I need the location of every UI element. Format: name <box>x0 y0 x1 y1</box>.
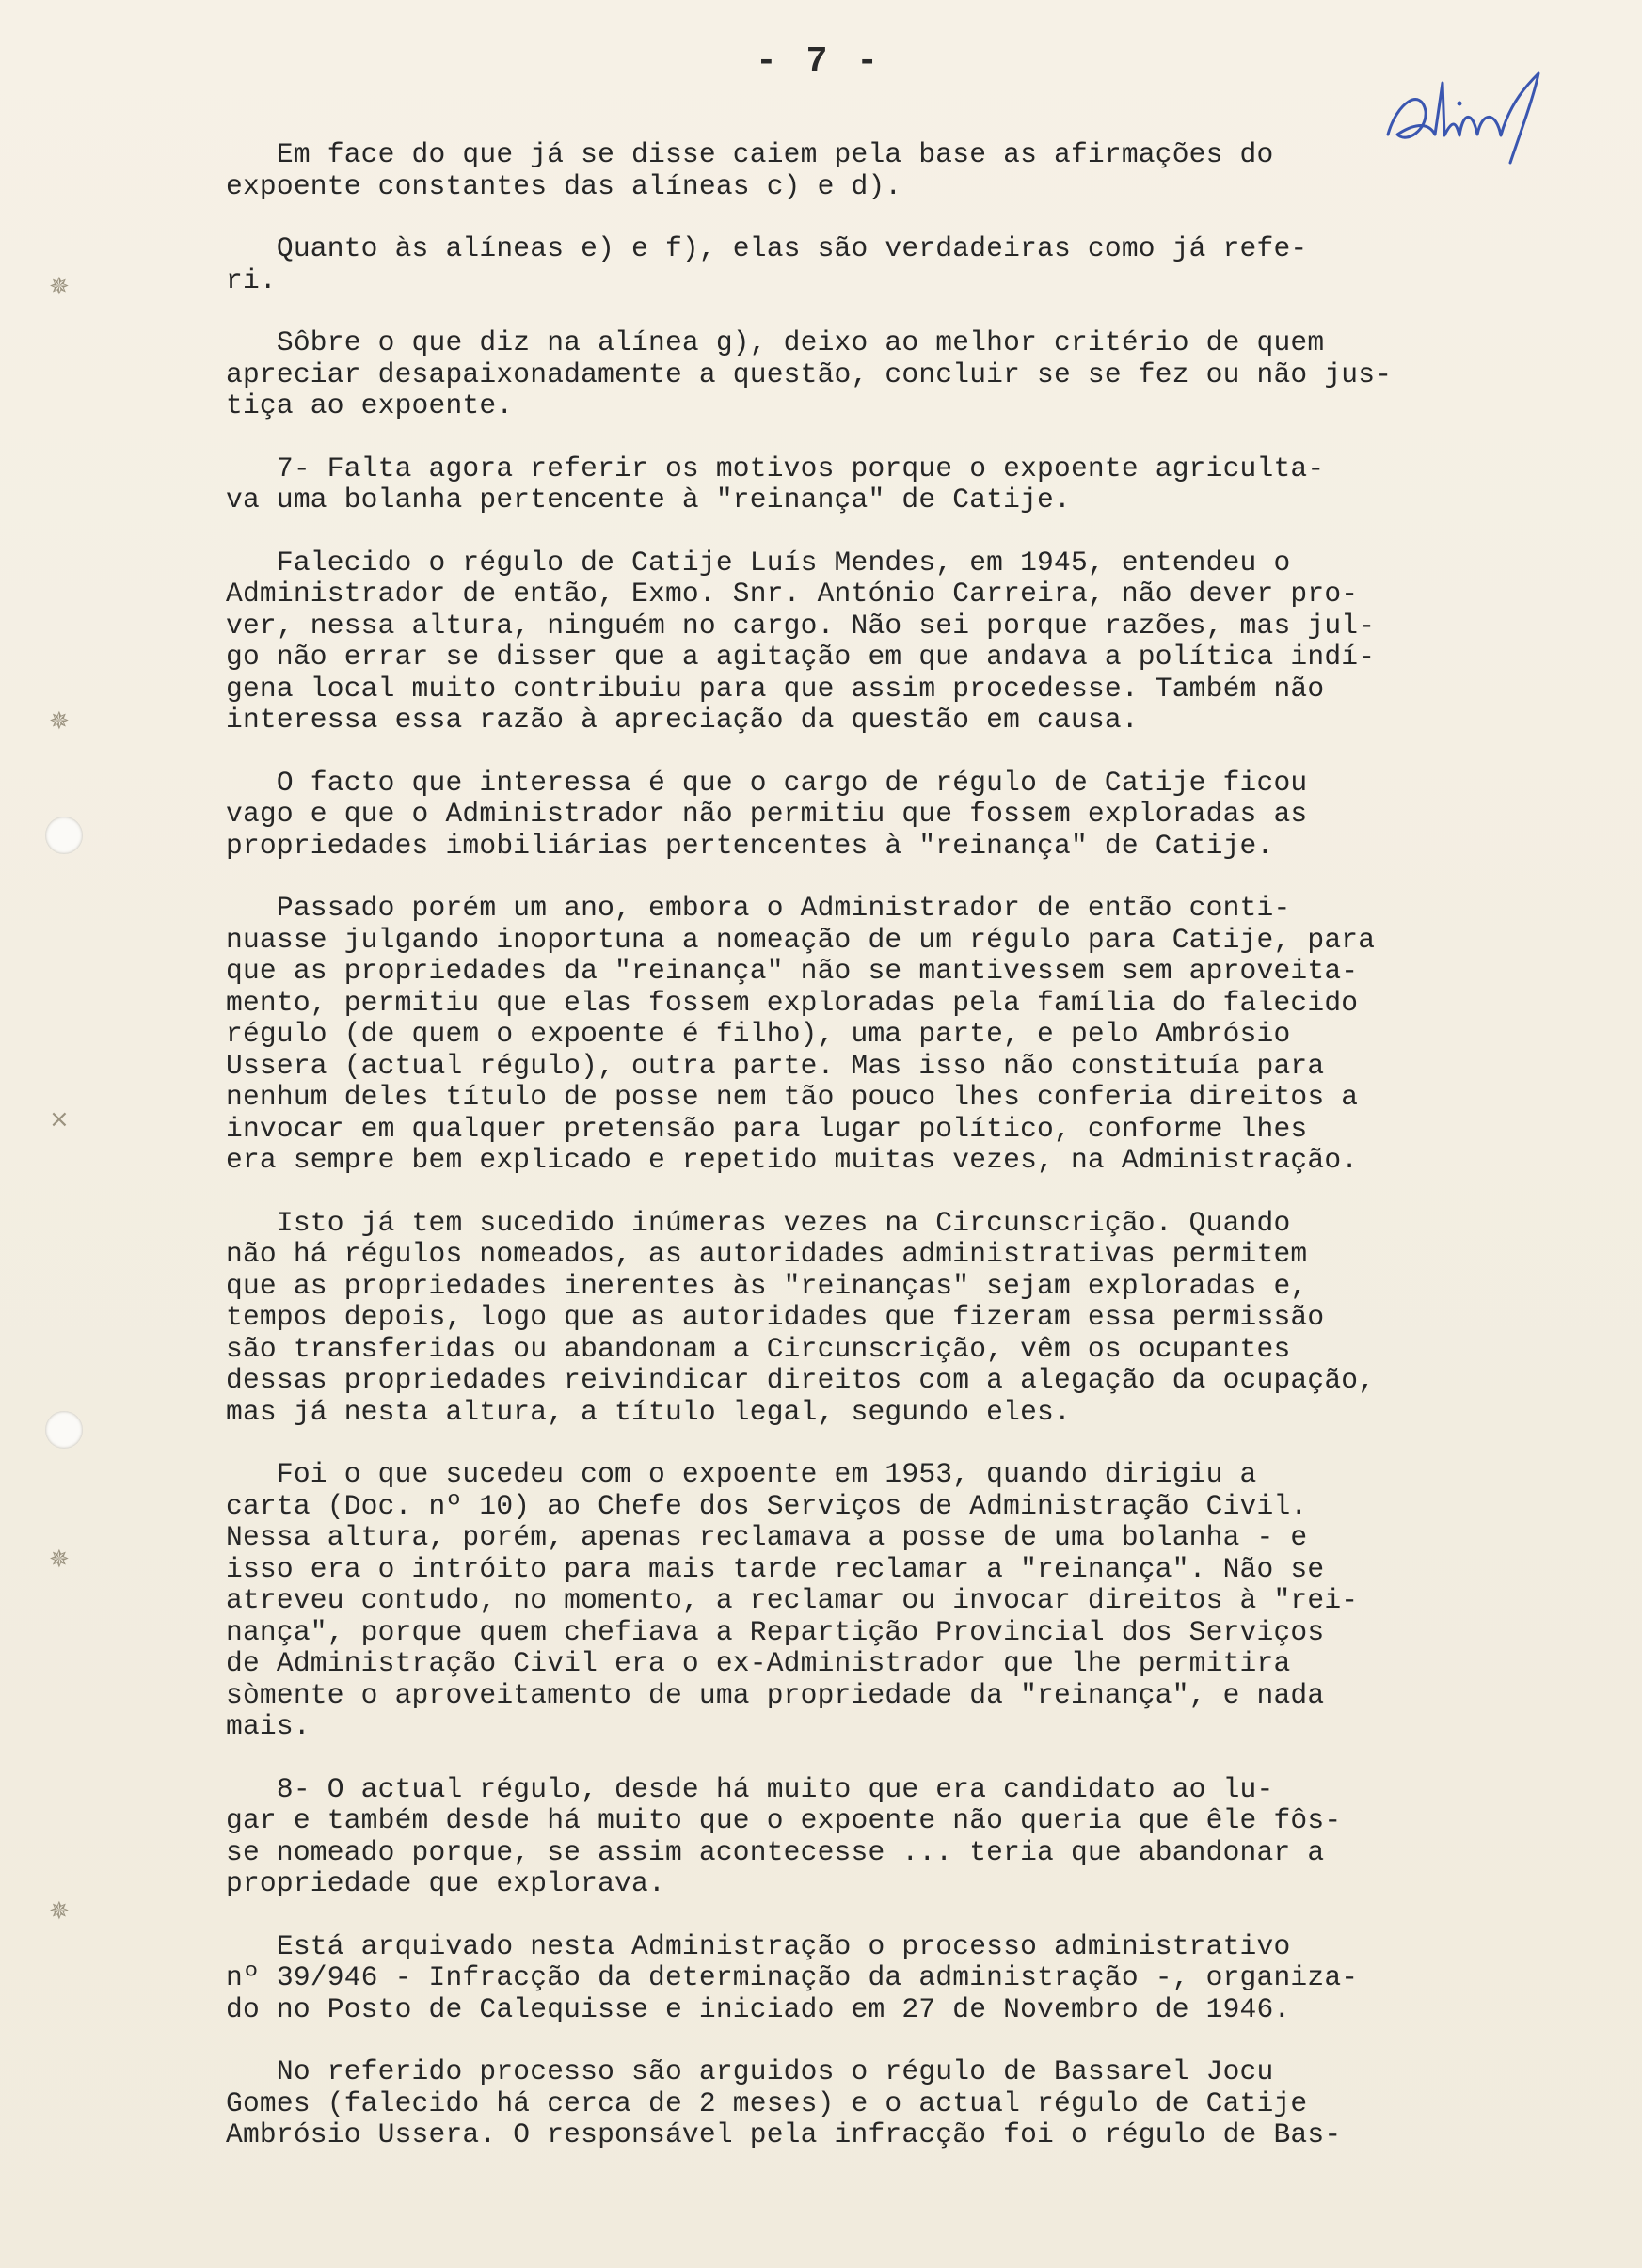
text-line: Foi o que sucedeu com o expoente em 1953, quando dirigiu a <box>226 1458 1257 1490</box>
text-line: invocar em qualquer pretensão para lugar político, conforme lhes <box>226 1112 1308 1145</box>
paragraph <box>226 1931 1543 2026</box>
text-line: mas já nesta altura, a título legal, segundo eles. <box>226 1395 1071 1428</box>
paragraph <box>226 327 1543 422</box>
paragraph <box>226 1774 1543 1900</box>
text-line: isso era o intróito para mais tarde reclamar a "reinança". Não se <box>226 1552 1325 1585</box>
binder-hole-bottom <box>45 1411 83 1449</box>
text-line: que as propriedades da "reinança" não se mantivessem sem aproveita- <box>226 955 1359 987</box>
text-line: Em face do que já se disse caiem pela base as afirmações do <box>226 138 1274 170</box>
paragraph <box>226 139 1543 202</box>
text-line: são transferidas ou abandonam a Circunscrição, vêm os ocupantes <box>226 1332 1291 1365</box>
text-line: Isto já tem sucedido inúmeras vezes na Circunscrição. Quando <box>226 1206 1291 1239</box>
paragraph <box>226 233 1543 296</box>
text-line: Nessa altura, porém, apenas reclamava a posse de uma bolanha - e <box>226 1521 1308 1553</box>
text-line: nuasse julgando inoportuna a nomeação de um régulo para Catije, para <box>226 923 1376 956</box>
text-line: Está arquivado nesta Administração o processo administrativo <box>226 1929 1291 1962</box>
text-line: Sôbre o que diz na alínea g), deixo ao melhor critério de quem <box>226 326 1325 358</box>
text-line: propriedades imobiliárias pertencentes à "reinança" de Catije. <box>226 829 1274 862</box>
text-line: carta (Doc. nº 10) ao Chefe dos Serviços de Administração Civil. <box>226 1489 1308 1522</box>
text-line: propriedade que explorava. <box>226 1867 665 1899</box>
binder-hole-top <box>45 817 83 854</box>
text-line: 7- Falta agora referir os motivos porque o expoente agricultа- <box>226 452 1325 484</box>
text-line: nenhum deles título de posse nem tão pouco lhes conferia direitos a <box>226 1081 1359 1113</box>
text-line: atreveu contudo, no momento, a reclamar ou invocar direitos à "rei- <box>226 1584 1359 1616</box>
text-line: gena local muito contribuiu para que assim procedesse. Também não <box>226 672 1325 705</box>
paragraph <box>226 2056 1543 2151</box>
text-line: expoente constantes das alíneas c) e d). <box>226 169 902 202</box>
text-line: era sempre bem explicado e repetido muitas vezes, na Administração. <box>226 1144 1359 1176</box>
text-line: interessa essa razão à apreciação da questão em causa. <box>226 704 1139 736</box>
page-number: - 7 - <box>755 41 883 82</box>
paragraph <box>226 893 1543 1177</box>
text-line: Gomes (falecido há cerca de 2 meses) e o actual régulo de Catije <box>226 2086 1308 2119</box>
text-line: tempos depois, logo que as autoridades que fizeram essa permissão <box>226 1301 1325 1333</box>
text-line: gar e também desde há muito que o expoente não queria que êle fôs- <box>226 1804 1342 1836</box>
edge-mark: ✵ <box>49 707 70 736</box>
text-line: 8- O actual régulo, desde há muito que era candidato ao lu- <box>226 1772 1274 1805</box>
typed-letter-body <box>226 139 1543 2182</box>
text-line: Ambrósio Ussera. O responsável pela infracção foi o régulo de Bas- <box>226 2118 1342 2150</box>
text-line: dessas propriedades reivindicar direitos com a alegação da ocupação, <box>226 1364 1376 1396</box>
text-line: ver, nessa altura, ninguém no cargo. Não sei porque razões, mas jul- <box>226 609 1376 642</box>
text-line: vago e que o Administrador não permitiu que fossem exploradas as <box>226 798 1308 830</box>
text-line: régulo (de quem o expoente é filho), uma parte, e pelo Ambrósio <box>226 1018 1291 1050</box>
paragraph <box>226 768 1543 863</box>
paragraph <box>226 1208 1543 1429</box>
text-line: Passado porém um ano, embora o Administrador de então conti- <box>226 892 1291 924</box>
text-line: O facto que interessa é que o cargo de régulo de Catije ficou <box>226 766 1308 799</box>
edge-mark: ✵ <box>49 1897 70 1926</box>
edge-mark: × <box>49 1105 70 1134</box>
text-line: va uma bolanha pertencente à "reinança" de Catije. <box>226 484 1071 515</box>
edge-mark: ✵ <box>49 1546 70 1574</box>
text-line: do no Posto de Calequisse e iniciado em 27 de Novembro de 1946. <box>226 1992 1291 2025</box>
text-line: apreciar desapaixonadamente a questão, concluir se se fez ou não jus- <box>226 357 1393 390</box>
text-line: nº 39/946 - Infracção da determinação da administração -, organiza- <box>226 1961 1359 1993</box>
text-line: não há régulos nomeados, as autoridades administrativas permitem <box>226 1238 1308 1270</box>
text-line: se nomeado porque, se assim acontecesse ... teria que abandonar a <box>226 1835 1325 1868</box>
text-line: mais. <box>226 1710 311 1742</box>
paragraph <box>226 1459 1543 1743</box>
text-line: No referido processo são arguidos o régulo de Bassarel Jocu <box>226 2055 1274 2087</box>
text-line: ri. <box>226 263 277 296</box>
text-line: sòmente o aproveitamento de uma propriedade da "reinança", e nada <box>226 1678 1325 1711</box>
text-line: tiça ao expoente. <box>226 389 514 421</box>
paragraph <box>226 547 1543 737</box>
text-line: go não errar se disser que a agitação em que andava a política indí- <box>226 641 1376 673</box>
edge-mark: ✵ <box>49 273 70 301</box>
text-line: Quanto às alíneas e) e f), elas são verdadeiras como já refe- <box>226 232 1308 264</box>
text-line: Ussera (actual régulo), outra parte. Mas isso não constituía para <box>226 1049 1325 1082</box>
text-line: que as propriedades inerentes às "reinanças" sejam exploradas e, <box>226 1269 1308 1302</box>
text-line: Falecido o régulo de Catije Luís Mendes, em 1945, entendeu o <box>226 546 1291 579</box>
text-line: nança", porque quem chefiava a Repartição Provincial dos Serviços <box>226 1615 1325 1648</box>
paragraph <box>226 453 1543 516</box>
text-line: mento, permitiu que elas fossem exploradas pela família do falecido <box>226 986 1359 1019</box>
text-line: Administrador de então, Exmo. Snr. António Carreira, não dever pro- <box>226 578 1359 610</box>
text-line: de Administração Civil era o ex-Administrador que lhe permitira <box>226 1647 1291 1679</box>
